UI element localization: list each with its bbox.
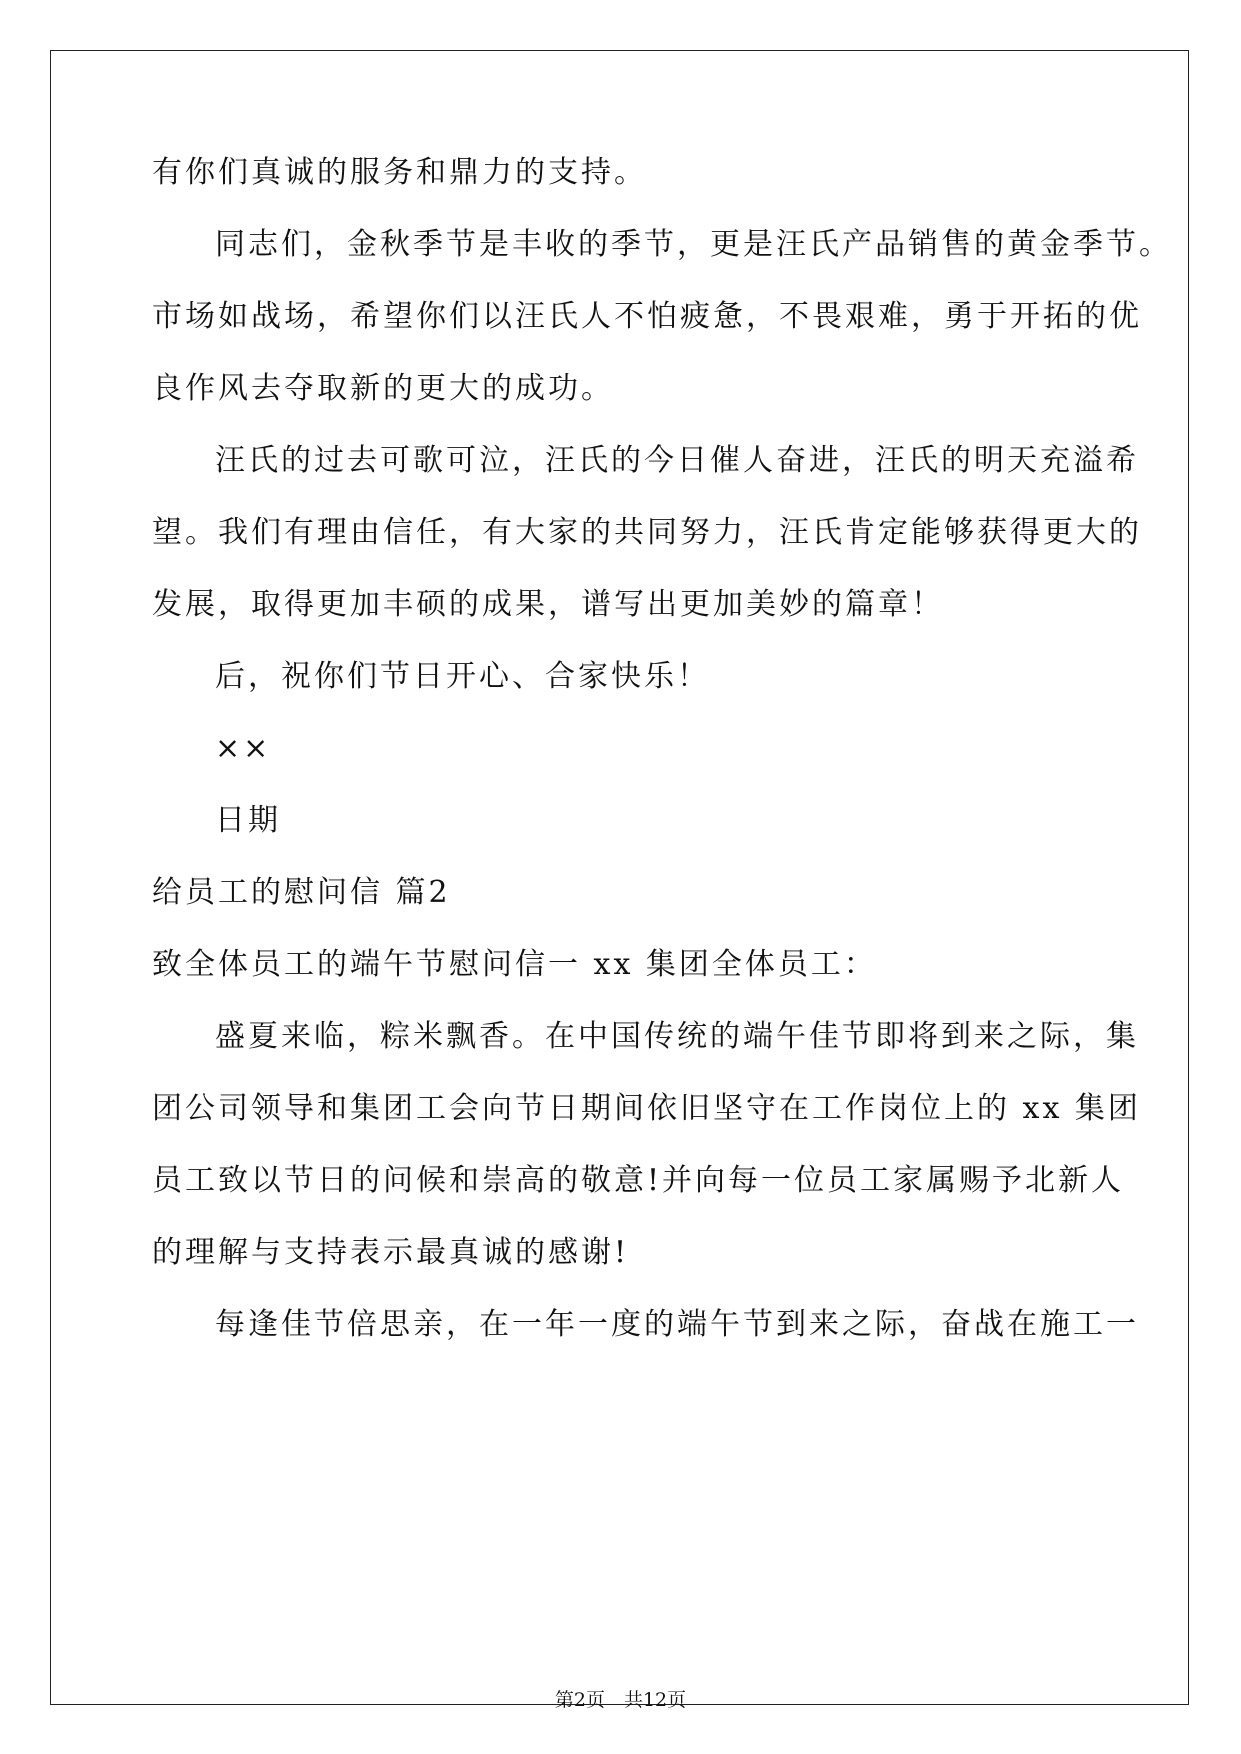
text-line: 市场如战场，希望你们以汪氏人不怕疲惫，不畏艰难，勇于开拓的优	[152, 299, 1142, 334]
section-heading: 给员工的慰问信 篇2	[152, 875, 451, 910]
text-line: 每逢佳节倍思亲，在一年一度的端午节到来之际，奋战在施工一	[215, 1307, 1139, 1342]
text-line: 发展，取得更加丰硕的成果，谱写出更加美妙的篇章！	[152, 587, 944, 622]
text-line: 有你们真诚的服务和鼎力的支持。	[152, 155, 647, 190]
text-line: 良作风去夺取新的更大的成功。	[152, 371, 614, 406]
text-line: 盛夏来临，粽米飘香。在中国传统的端午佳节即将到来之际，集	[215, 1019, 1139, 1054]
text-line: 团公司领导和集团工会向节日期间依旧坚守在工作岗位上的 xx 集团	[152, 1091, 1141, 1126]
text-line: 后，祝你们节日开心、合家快乐！	[215, 659, 710, 694]
text-line: 同志们，金秋季节是丰收的季节，更是汪氏产品销售的黄金季节。	[215, 227, 1172, 262]
text-line: 望。我们有理由信任，有大家的共同努力，汪氏肯定能够获得更大的	[152, 515, 1142, 550]
page-number-footer: 第2页 共12页	[554, 1689, 687, 1711]
text-line: 汪氏的过去可歌可泣，汪氏的今日催人奋进，汪氏的明天充溢希	[215, 443, 1139, 478]
text-line: 员工致以节日的问候和崇高的敬意!并向每一位员工家属赐予北新人	[152, 1163, 1125, 1198]
letter-salutation: 致全体员工的端午节慰问信一 xx 集团全体员工：	[152, 947, 877, 982]
signature-placeholder: ××	[215, 731, 272, 766]
date-label: 日期	[215, 803, 281, 838]
text-line: 的理解与支持表示最真诚的感谢!	[152, 1235, 630, 1270]
